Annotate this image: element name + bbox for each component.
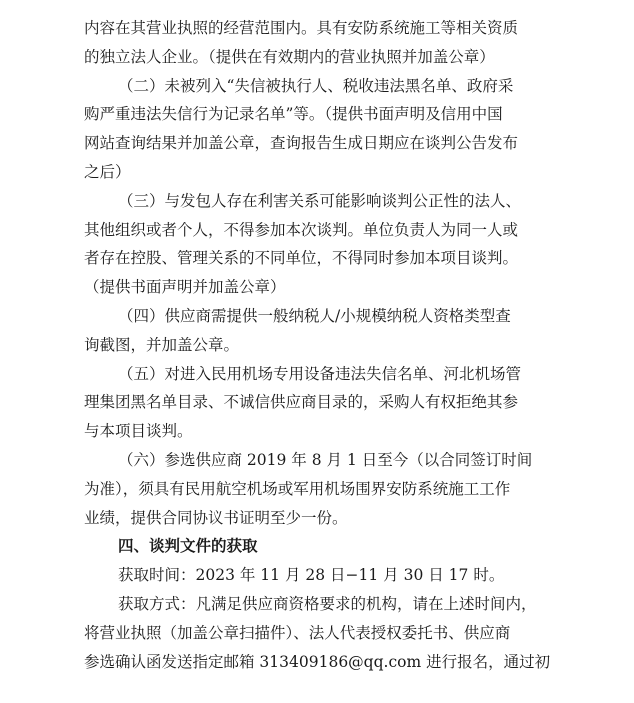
paragraph-airport-blacklist	[0, 360, 634, 446]
document-content	[0, 14, 634, 676]
text-line: 内容在其营业执照的经营范围内。具有安防系统施工等相关资质	[84, 19, 519, 37]
text-line: （五）对进入民用机场专用设备违法失信名单、河北机场管	[118, 364, 522, 383]
text-line: 将营业执照（加盖公章扫描件）、法人代表授权委托书、供应商	[84, 623, 511, 642]
paragraph-conflict-of-interest	[0, 187, 634, 302]
text-line: 之后）	[84, 162, 131, 181]
text-line: 与本项目谈判。	[84, 422, 193, 441]
paragraph-acquisition-time	[0, 561, 634, 590]
text-line: （六）参选供应商 2019 年 8 月 1 日至今（以合同签订时间	[118, 450, 533, 469]
text-line: 者存在控股、管理关系的不同单位，不得同时参加本项目谈判。	[84, 249, 519, 268]
text-line: （二）未被列入“失信被执行人、税收违法黑名单、政府采	[118, 76, 514, 95]
paragraph-license-requirement	[0, 14, 634, 72]
text-line: （四）供应商需提供一般纳税人/小规模纳税人资格类型查	[118, 306, 511, 325]
text-line: 获取方式：凡满足供应商资格要求的机构，请在上述时间内，	[118, 594, 537, 613]
text-line: （三）与发包人存在利害关系可能影响谈判公正性的法人、	[118, 191, 522, 210]
paragraph-performance-requirement	[0, 446, 634, 532]
paragraph-blacklist-requirement	[0, 72, 634, 187]
text-line: 的独立法人企业。（提供在有效期内的营业执照并加盖公章）	[84, 47, 495, 66]
paragraph-taxpayer-type	[0, 302, 634, 360]
text-line: 网站查询结果并加盖公章，查询报告生成日期应在谈判公告发布	[84, 134, 519, 153]
paragraph-acquisition-method	[0, 590, 634, 676]
text-line: 其他组织或者个人，不得参加本次谈判。单位负责人为同一人或	[84, 220, 519, 239]
text-line: 业绩，提供合同协议书证明至少一份。	[84, 508, 348, 527]
section-heading: 四、谈判文件的获取	[118, 536, 258, 556]
text-line: 购严重违法失信行为记录名单”等。（提供书面声明及信用中国	[84, 105, 503, 124]
text-line: 询截图，并加盖公章。	[84, 335, 240, 354]
text-line: 理集团黑名单目录、不诚信供应商目录的，采购人有权拒绝其参	[84, 393, 519, 412]
text-line: 为准），须具有民用航空机场或军用机场围界安防系统施工工作	[84, 479, 511, 498]
text-line: 获取时间：2023 年 11 月 28 日−11 月 30 日 17 时。	[118, 566, 505, 585]
text-line: （提供书面声明并加盖公章）	[84, 278, 286, 297]
text-line: 参选确认函发送指定邮箱 313409186@qq.com 进行报名，通过初	[84, 652, 551, 671]
